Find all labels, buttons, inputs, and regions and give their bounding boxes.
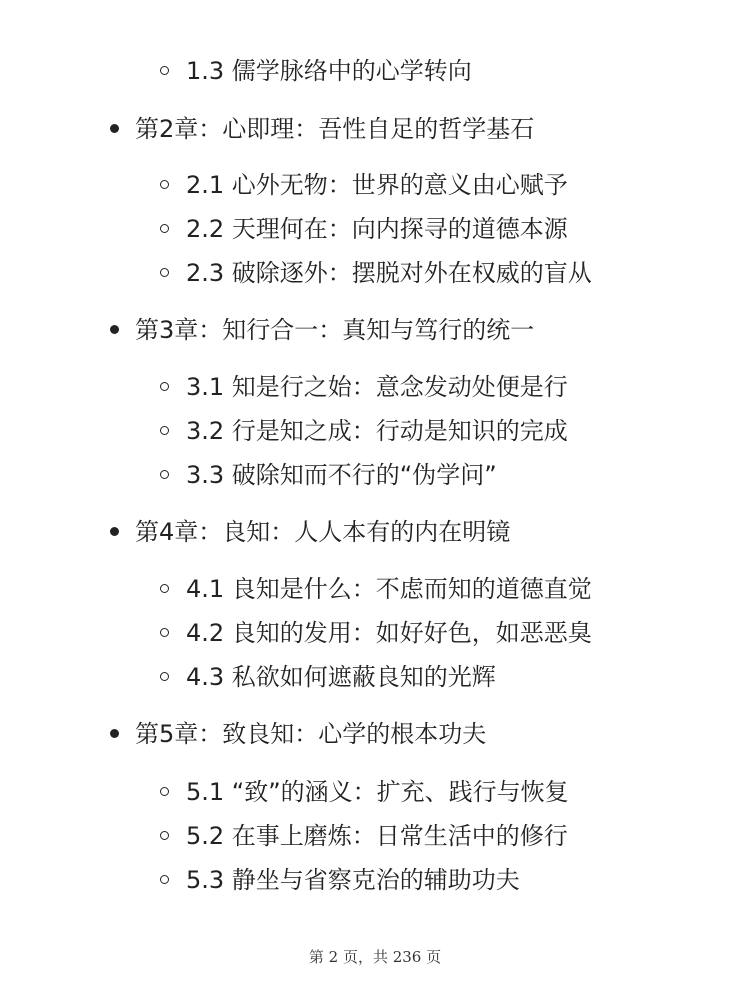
hollow-bullet-icon xyxy=(160,628,169,637)
toc-chapter-3[interactable] xyxy=(110,312,534,348)
toc-section-label: 3.3 破除知而不行的“伪学问” xyxy=(186,461,497,489)
toc-section-label: 4.1 良知是什么：不虑而知的道德直觉 xyxy=(186,575,592,603)
hollow-bullet-icon xyxy=(160,787,169,796)
toc-section-3-3[interactable] xyxy=(160,457,497,493)
hollow-bullet-icon xyxy=(160,180,169,189)
toc-section-2-3[interactable] xyxy=(160,255,592,291)
toc-section-label: 5.3 静坐与省察克治的辅助功夫 xyxy=(186,866,520,894)
toc-section-5-2[interactable] xyxy=(160,818,568,854)
toc-section-5-1[interactable] xyxy=(160,774,569,810)
hollow-bullet-icon xyxy=(160,584,169,593)
filled-bullet-icon xyxy=(110,729,119,738)
filled-bullet-icon xyxy=(110,527,119,536)
toc-section-label: 2.1 心外无物：世界的意义由心赋予 xyxy=(186,171,568,199)
toc-section-label: 2.3 破除逐外：摆脱对外在权威的盲从 xyxy=(186,259,592,287)
toc-chapter-label: 第2章：心即理：吾性自足的哲学基石 xyxy=(135,115,535,143)
toc-section-2-2[interactable] xyxy=(160,211,568,247)
toc-section-label: 1.3 儒学脉络中的心学转向 xyxy=(186,57,472,85)
toc-chapter-label: 第3章：知行合一：真知与笃行的统一 xyxy=(135,316,535,344)
toc-section-4-1[interactable] xyxy=(160,571,592,607)
hollow-bullet-icon xyxy=(160,831,169,840)
hollow-bullet-icon xyxy=(160,672,169,681)
hollow-bullet-icon xyxy=(160,382,169,391)
toc-section-label: 3.2 行是知之成：行动是知识的完成 xyxy=(186,417,568,445)
toc-section-label: 4.2 良知的发用：如好好色，如恶恶臭 xyxy=(186,619,592,647)
hollow-bullet-icon xyxy=(160,268,169,277)
toc-chapter-5[interactable] xyxy=(110,716,486,752)
hollow-bullet-icon xyxy=(160,224,169,233)
toc-section-1-3[interactable] xyxy=(160,53,472,89)
toc-section-label: 3.1 知是行之始：意念发动处便是行 xyxy=(186,373,568,401)
toc-section-5-3[interactable] xyxy=(160,862,520,898)
toc-chapter-label: 第5章：致良知：心学的根本功夫 xyxy=(135,720,487,748)
hollow-bullet-icon xyxy=(160,875,169,884)
filled-bullet-icon xyxy=(110,124,119,133)
toc-section-3-1[interactable] xyxy=(160,369,568,405)
toc-chapter-4[interactable] xyxy=(110,514,510,550)
toc-section-3-2[interactable] xyxy=(160,413,568,449)
hollow-bullet-icon xyxy=(160,66,169,75)
toc-section-2-1[interactable] xyxy=(160,167,568,203)
filled-bullet-icon xyxy=(110,325,119,334)
toc-section-label: 4.3 私欲如何遮蔽良知的光辉 xyxy=(186,663,496,691)
toc-chapter-2[interactable] xyxy=(110,111,534,147)
toc-section-4-2[interactable] xyxy=(160,615,592,651)
toc-section-label: 5.2 在事上磨炼：日常生活中的修行 xyxy=(186,822,568,850)
page-indicator: 第 2 页，共 236 页 xyxy=(308,948,442,966)
hollow-bullet-icon xyxy=(160,470,169,479)
toc-chapter-label: 第4章：良知：人人本有的内在明镜 xyxy=(135,518,511,546)
toc-section-label: 2.2 天理何在：向内探寻的道德本源 xyxy=(186,215,568,243)
hollow-bullet-icon xyxy=(160,426,169,435)
toc-section-label: 5.1 “致”的涵义：扩充、践行与恢复 xyxy=(186,778,569,806)
toc-section-4-3[interactable] xyxy=(160,659,496,695)
